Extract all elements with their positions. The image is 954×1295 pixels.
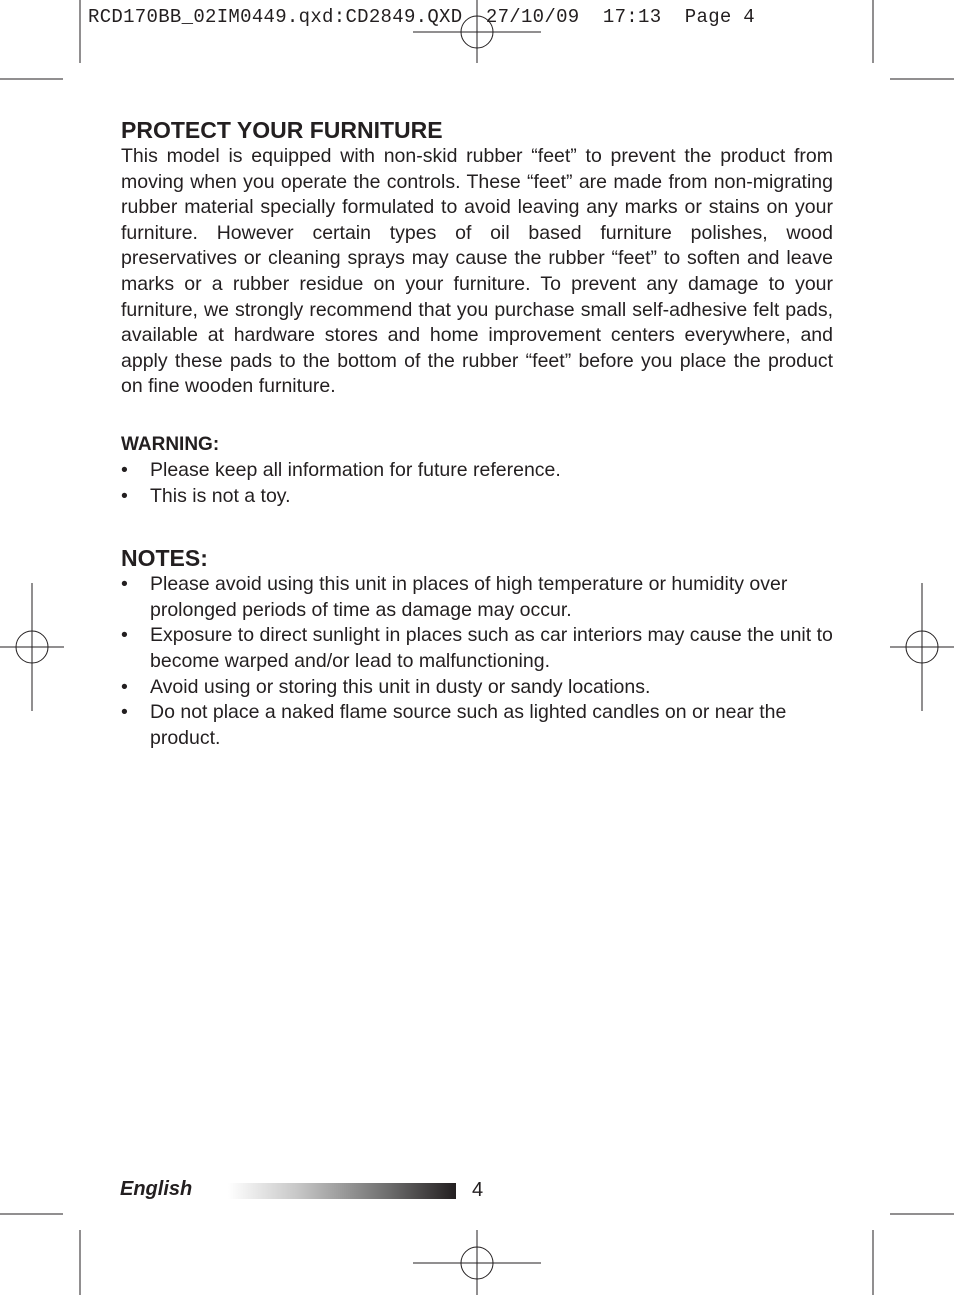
page-footer (120, 1178, 500, 1204)
section-heading-furniture: PROTECT YOUR FURNITURE (121, 117, 443, 143)
list-item: • This is not a toy. (121, 484, 833, 510)
bullet-icon: • (121, 484, 128, 507)
list-item: • Do not place a naked flame source such as lighted candles on or near the product. (121, 701, 787, 749)
registration-mark-top (413, 0, 541, 63)
warning-section (121, 432, 833, 509)
list-item: • Avoid using or storing this unit in dusty or sandy locations. (121, 675, 833, 701)
furniture-paragraph: This model is equipped with non-skid rubber “feet” to prevent the product from moving when you operate the controls. These “feet” are made from non-migrating rubber material specially formulated to avoid leaving any marks or stains on your furniture. However certain types of oil based furniture polishes, wood preservatives or cleaning sprays may cause the rubber “feet” to soften and leave marks or a rubber residue on your furniture. To prevent any damage to your furniture, we strongly recommend that you purchase small self-adhesive felt pads, available at hardware stores and home improvement centers everywhere, and apply these pads to the bottom of the rubber “feet” before you place the product on fine wooden furniture. (121, 145, 833, 398)
registration-mark-bottom (413, 1230, 541, 1295)
notes-section (121, 544, 833, 751)
print-slug-line: RCD170BB_02IM0449.qxd:CD2849.QXD 27/10/09 17:13 Page 4 (88, 6, 756, 28)
main-content (121, 116, 833, 751)
notes-heading: NOTES: (121, 545, 208, 572)
list-item: • Please avoid using this unit in places of high temperature or humidity over prolonged periods of time as damage may occur. (121, 573, 788, 621)
bullet-icon: • (121, 675, 128, 698)
footer-language-label: English (120, 1178, 193, 1200)
notes-list (121, 572, 833, 751)
bullet-icon: • (121, 701, 128, 724)
warning-heading: WARNING: (121, 433, 220, 455)
page-number: 4 (472, 1179, 484, 1201)
list-item: • Please keep all information for future reference. (121, 458, 833, 484)
warning-list (121, 458, 833, 509)
bullet-icon: • (121, 573, 128, 596)
protect-furniture-section (121, 116, 833, 400)
footer-gradient-bar (228, 1183, 456, 1199)
registration-mark-right (890, 583, 954, 711)
list-item: • Exposure to direct sunlight in places such as car interiors may cause the unit to become warped and/or lead to malfunctioning. (121, 624, 833, 672)
registration-mark-left (0, 583, 64, 711)
bullet-icon: • (121, 624, 128, 647)
bullet-icon: • (121, 458, 128, 481)
